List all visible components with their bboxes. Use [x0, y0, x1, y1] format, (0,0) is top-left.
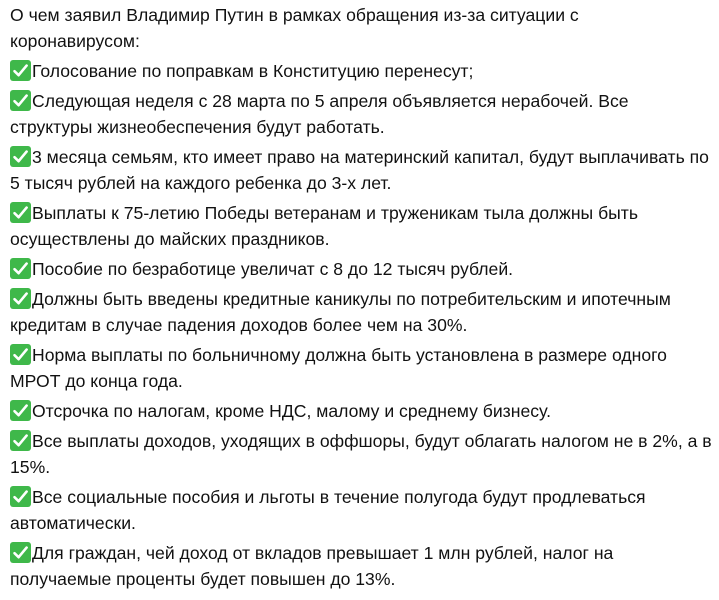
- check-mark-button-icon: [10, 486, 31, 507]
- check-mark-button-icon: [10, 258, 31, 279]
- list-item-text: Норма выплаты по больничному должна быть установлена в размере одного МРОТ до конца года.: [10, 345, 667, 392]
- message-text[interactable]: [10, 3, 712, 597]
- check-mark-button-icon: [10, 400, 31, 421]
- list-item-text: Выплаты к 75-летию Победы ветеранам и труженикам тыла должны быть осуществлены до майских праздников.: [10, 203, 639, 249]
- list-item-text: Должны быть введены кредитные каникулы по потребительским и ипотечным кредитам в случае падения доходов более чем на 30%.: [10, 289, 671, 336]
- list-item: [10, 59, 712, 85]
- check-mark-button-icon: [10, 542, 31, 563]
- list-item-text: Для граждан, чей доход от вкладов превышает 1 млн рублей, налог на получаемые проценты будет повышен до 13%.: [10, 543, 614, 590]
- list-item-text: 3 месяца семьям, кто имеет право на материнский капитал, будут выплачивать по 5 тысяч рублей на каждого ребенка до 3-х лет.: [10, 147, 709, 193]
- list-item: [10, 541, 712, 593]
- check-mark-button-icon: [10, 344, 31, 365]
- message-intro: О чем заявил Владимир Путин в рамках обращения из-за ситуации с коронавирусом:: [10, 5, 579, 51]
- list-item-text: Пособие по безработице увеличат с 8 до 12 тысяч рублей.: [32, 259, 514, 280]
- check-mark-button-icon: [10, 60, 31, 81]
- list-item: [10, 201, 712, 253]
- check-mark-button-icon: [10, 202, 31, 223]
- list-item-text: Голосование по поправкам в Конституцию перенесут;: [32, 60, 474, 81]
- check-mark-button-icon: [10, 430, 31, 451]
- list-item-text: Следующая неделя с 28 марта по 5 апреля объявляется нерабочей. Все структуры жизнеобеспечения будут работать.: [10, 91, 629, 137]
- list-item: [10, 89, 712, 141]
- list-item: [10, 257, 712, 283]
- check-mark-button-icon: [10, 288, 31, 309]
- check-mark-button-icon: [10, 90, 31, 111]
- list-item-text: Отсрочка по налогам, кроме НДС, малому и среднему бизнесу.: [32, 401, 551, 422]
- list-item: [10, 287, 712, 339]
- list-item: [10, 399, 712, 425]
- check-mark-button-icon: [10, 146, 31, 167]
- list-item-text: Все выплаты доходов, уходящих в оффшоры, будут облагать налогом не в 2%, а в 15%.: [10, 431, 712, 478]
- announcement-list: [10, 59, 712, 593]
- list-item: [10, 429, 712, 481]
- list-item-text: Все социальные пособия и льготы в течение полугода будут продлеваться автоматически.: [10, 487, 646, 534]
- list-item: [10, 145, 712, 197]
- list-item: [10, 343, 712, 395]
- list-item: [10, 485, 712, 537]
